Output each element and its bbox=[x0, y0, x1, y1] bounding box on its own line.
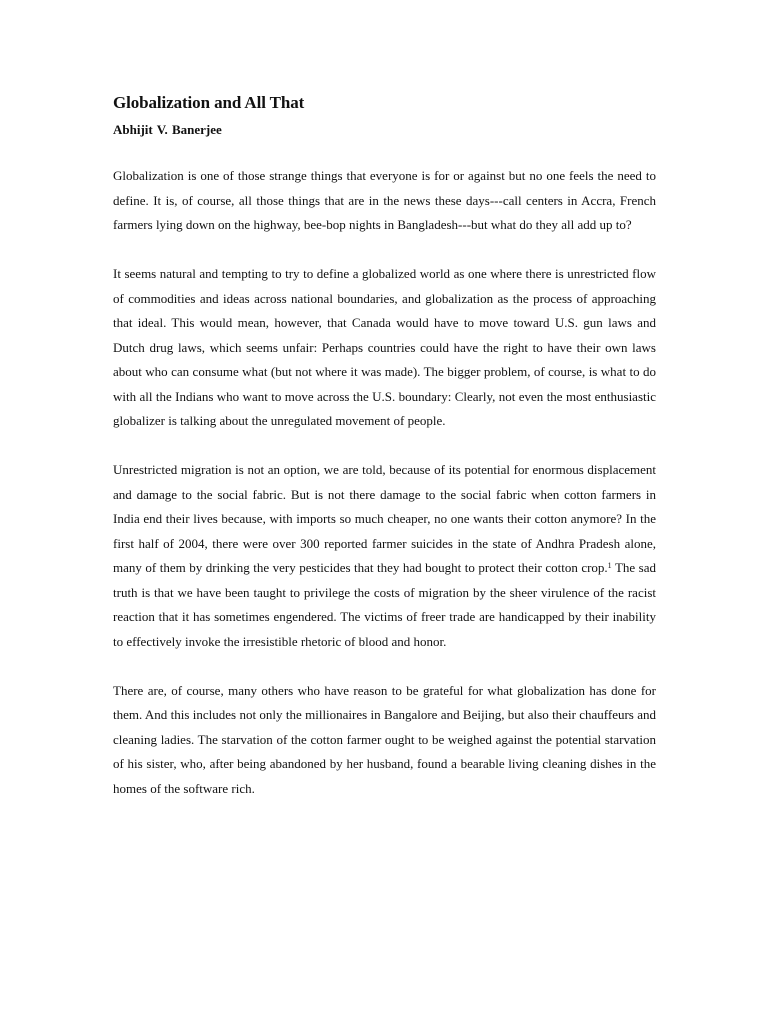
document-author: Abhijit V. Banerjee bbox=[113, 122, 222, 137]
paragraph-4: There are, of course, many others who have reason to be grateful for what globalization has done for them. And this includes not only the millionaires in Bangalore and Beijing, but also their chauffeurs and cleaning ladies. The starvation of the cotton farmer ought to be weighed against the potential starvation of his sister, who, after being abandoned by her husband, found a bearable living cleaning dishes in the homes of the software rich. bbox=[113, 682, 656, 796]
paragraph-3-text-before-footnote: Unrestricted migration is not an option, we are told, because of its potential for enormous displacement and damage to the social fabric. But is not there damage to the social fabric when cotton farmers in India end their lives because, with imports so much cheaper, no one wants their cotton anymore? In the first half of 2004, there were over 300 reported farmer suicides in the state of Andhra Pradesh alone, many of them by drinking the very pesticides that they had bought to protect their cotton crop. bbox=[113, 462, 656, 575]
paragraph-3 bbox=[113, 458, 656, 654]
paragraph-1: Globalization is one of those strange things that everyone is for or against but no one feels the need to define. It is, of course, all those things that are in the news these days---call centers in Accra, French farmers lying down on the highway, bee-bop nights in Bangladesh---but what do they all add up to? bbox=[113, 168, 656, 232]
document-page bbox=[113, 90, 656, 801]
paragraph-3-text-after-footnote: The sad truth is that we have been taught to privilege the costs of migration by the sheer virulence of the racist reaction that it has sometimes engendered. The victims of freer trade are handicapped by their inability to effectively invoke the irresistible rhetoric of blood and honor. bbox=[113, 560, 656, 649]
paragraph-2: It seems natural and tempting to try to define a globalized world as one where there is unrestricted flow of commodities and ideas across national boundaries, and globalization as the process of approaching that ideal. This would mean, however, that Canada would have to move toward U.S. gun laws and Dutch drug laws, which seems unfair: Perhaps countries could have the right to have their own laws about who can consume what (but not where it was made). The bigger problem, of course, is what to do with all the Indians who want to move across the U.S. boundary: Clearly, not even the most enthusiastic globalizer is talking about the unregulated movement of people. bbox=[113, 266, 656, 428]
footnote-marker[interactable]: 1 bbox=[607, 561, 612, 570]
document-title: Globalization and All That bbox=[113, 93, 305, 112]
